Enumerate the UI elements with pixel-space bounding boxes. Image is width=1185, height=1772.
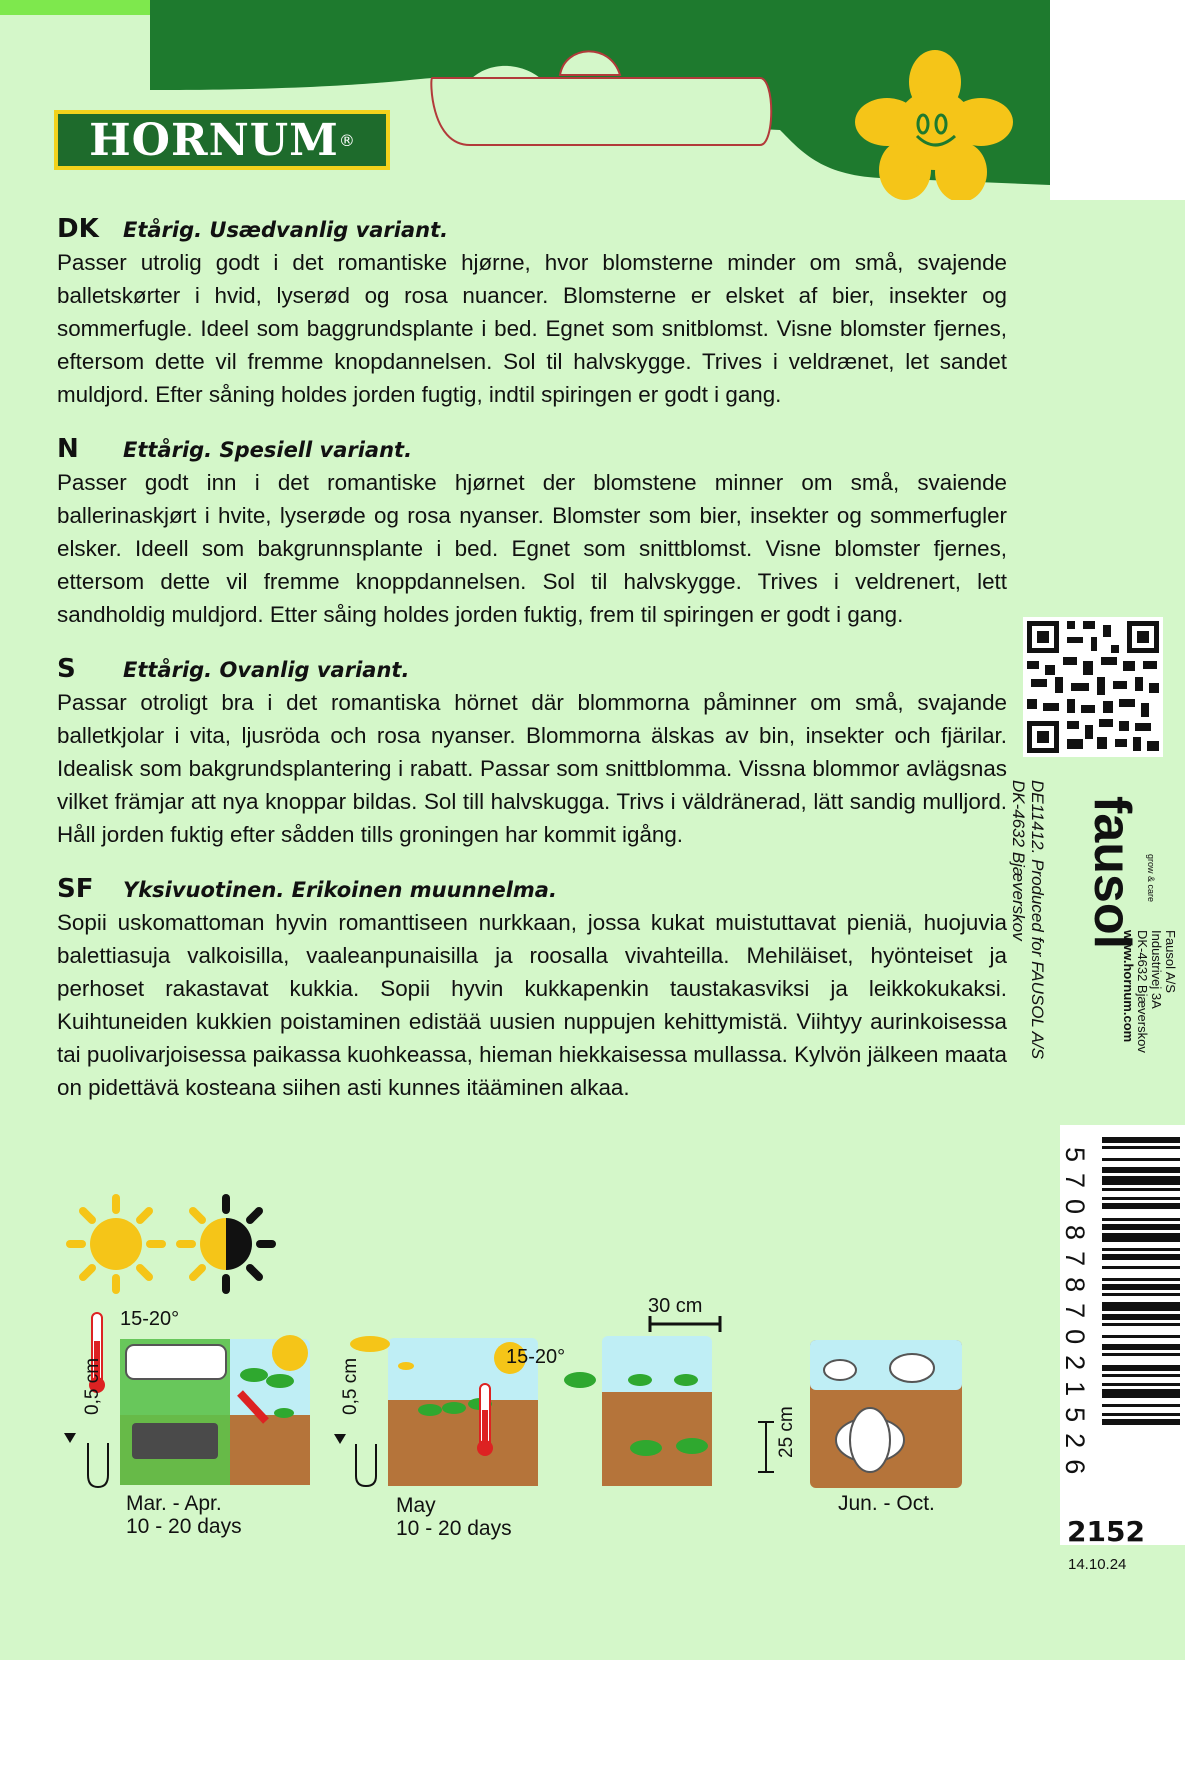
barcode (1060, 1125, 1185, 1545)
fausol-addr2: Industrivej 3A (1149, 930, 1164, 1009)
step2-depth: 0,5 cm (340, 1357, 361, 1415)
step1-duration: 10 - 20 days (126, 1515, 242, 1538)
qr-code (1023, 617, 1163, 757)
producer-block (1009, 780, 1183, 1110)
fausol-web: www.hornum.com (1121, 930, 1136, 1043)
step2-temp: 15-20° (506, 1346, 566, 1368)
step2-duration: 10 - 20 days (396, 1517, 512, 1540)
half-shade-sun-icon (180, 1198, 272, 1290)
step1-period: Mar. - Apr. (126, 1492, 222, 1515)
step4-period: Jun. - Oct. (838, 1492, 935, 1515)
lang-code: SF (57, 874, 94, 904)
header-band (0, 0, 1185, 200)
section-sf (57, 874, 1007, 1104)
bottom-margin (0, 1660, 1185, 1772)
section-heading: Etårig. Usædvanlig variant. (123, 218, 449, 242)
section-text: Passer godt inn i det romantiske hjørnet der blomstene minner om små, svaiende ballerinaskjørt i hvite, lyserøde og rosa nyanser. Blomster som bier, insekter og sommerfugler elsker. Ideell som bakgrunnsplante i bed. Egnet som snittblomst. Visne blomster fjernes, ettersom dette vil fremme knoppdannelsen. Sol til halvskygge. Trives i veldrenert, lett sandholdig muldjord. Etter såing holdes jorden fuktig, frem til spiringen er godt i gang. (57, 470, 1007, 627)
fausol-addr3: DK-4632 Bjæverskov (1135, 930, 1150, 1053)
section-n (57, 434, 1007, 631)
section-heading: Ettårig. Spesiell variant. (123, 438, 413, 462)
lang-code: DK (57, 214, 99, 244)
step3-thin-out (560, 1310, 800, 1490)
step1-temp: 15-20° (120, 1308, 180, 1330)
print-date: 14.10.24 (1068, 1556, 1127, 1573)
fausol-addr1: Fausol A/S (1163, 930, 1178, 993)
sun-icons (66, 1192, 276, 1302)
section-text: Passer utrolig godt i det romantiske hjørne, hvor blomsterne minder om små, svajende balletskørter i hvid, lyserød og rosa nuancer. Blomsterne er elsket af bier, insekter og sommerfugle. Ideel som baggrundsplante i bed. Egnet som snitblomst. Visne blomster fjernes, eftersom dette vil fremme knopdannelsen. Sol til halvskygge. Trives i veldrænet, let sandet muldjord. Efter såning holdes jorden fugtig, indtil spiringen er godt i gang. (57, 250, 1007, 407)
lang-code: S (57, 654, 76, 684)
section-text: Sopii uskomattoman hyvin romanttiseen nurkkaan, jossa kukat muistuttavat pieniä, huojuvia balettiasuja valkoisilla, vaaleanpunaisilla ja roosalla vivahteilla. Mehiläiset, hyönteiset ja perhoset rakastavat kukkia. Sopii hyvin kukkapenkin taustakasviksi ja leikkokukaksi. Kuihtuneiden kukkien poistaminen edistää uusien nuppujen kehittymistä. Viihtyy aurinkoisessa tai puolivarjoisessa paikassa kuohkeassa, hieman hiekkaisessa mullassa. Kylvön jälkeen maata on pidettävä kosteana siihen asti kunnes itääminen alkaa. (57, 910, 1007, 1100)
section-text: Passar otroligt bra i det romantiska hörnet där blommorna påminner om små, svajande balletkjolar i vita, ljusröda och rosa nyanser. Blommorna älskas av bin, insekter och fjärilar. Idealisk som bakgrundsplantering i rabatt. Passar som snittblomma. Vissna blommor avlägsnas vilket främjar att nya knoppar bildas. Sol till halvskugga. Trivs i väldränerad, lätt sandig mulljord. Håll jorden fuktig efter sådden tills groningen har kommit igång. (57, 690, 1007, 847)
brand-reg: ® (338, 130, 355, 150)
step1-depth: 0,5 cm (82, 1357, 103, 1415)
producer-line1: DE11412. Produced for FAUSOL A/S (1028, 780, 1047, 1060)
step2-period: May (396, 1494, 436, 1517)
fausol-brand: fausol (1083, 796, 1141, 950)
step4-flowering (810, 1340, 970, 1490)
fausol-tagline: grow & care (1146, 854, 1156, 903)
barcode-digits: 5708787021526 (1060, 1147, 1090, 1486)
thermometer-icon (477, 1384, 493, 1456)
lang-code: N (57, 434, 79, 464)
step3-spacing: 30 cm (648, 1295, 703, 1317)
step3-row: 25 cm (776, 1406, 797, 1458)
barcode-bars (1102, 1137, 1182, 1537)
item-number: 2152 (1067, 1515, 1145, 1548)
brand-name: HORNUM (89, 114, 339, 166)
producer-line2: DK-4632 Bjæverskov (1009, 780, 1028, 941)
hornum-logo (54, 110, 390, 170)
section-heading: Yksivuotinen. Erikoinen muunnelma. (123, 878, 557, 902)
section-s (57, 654, 1007, 851)
section-heading: Ettårig. Ovanlig variant. (123, 658, 410, 682)
full-sun-icon (70, 1198, 162, 1290)
section-dk (57, 214, 1007, 411)
